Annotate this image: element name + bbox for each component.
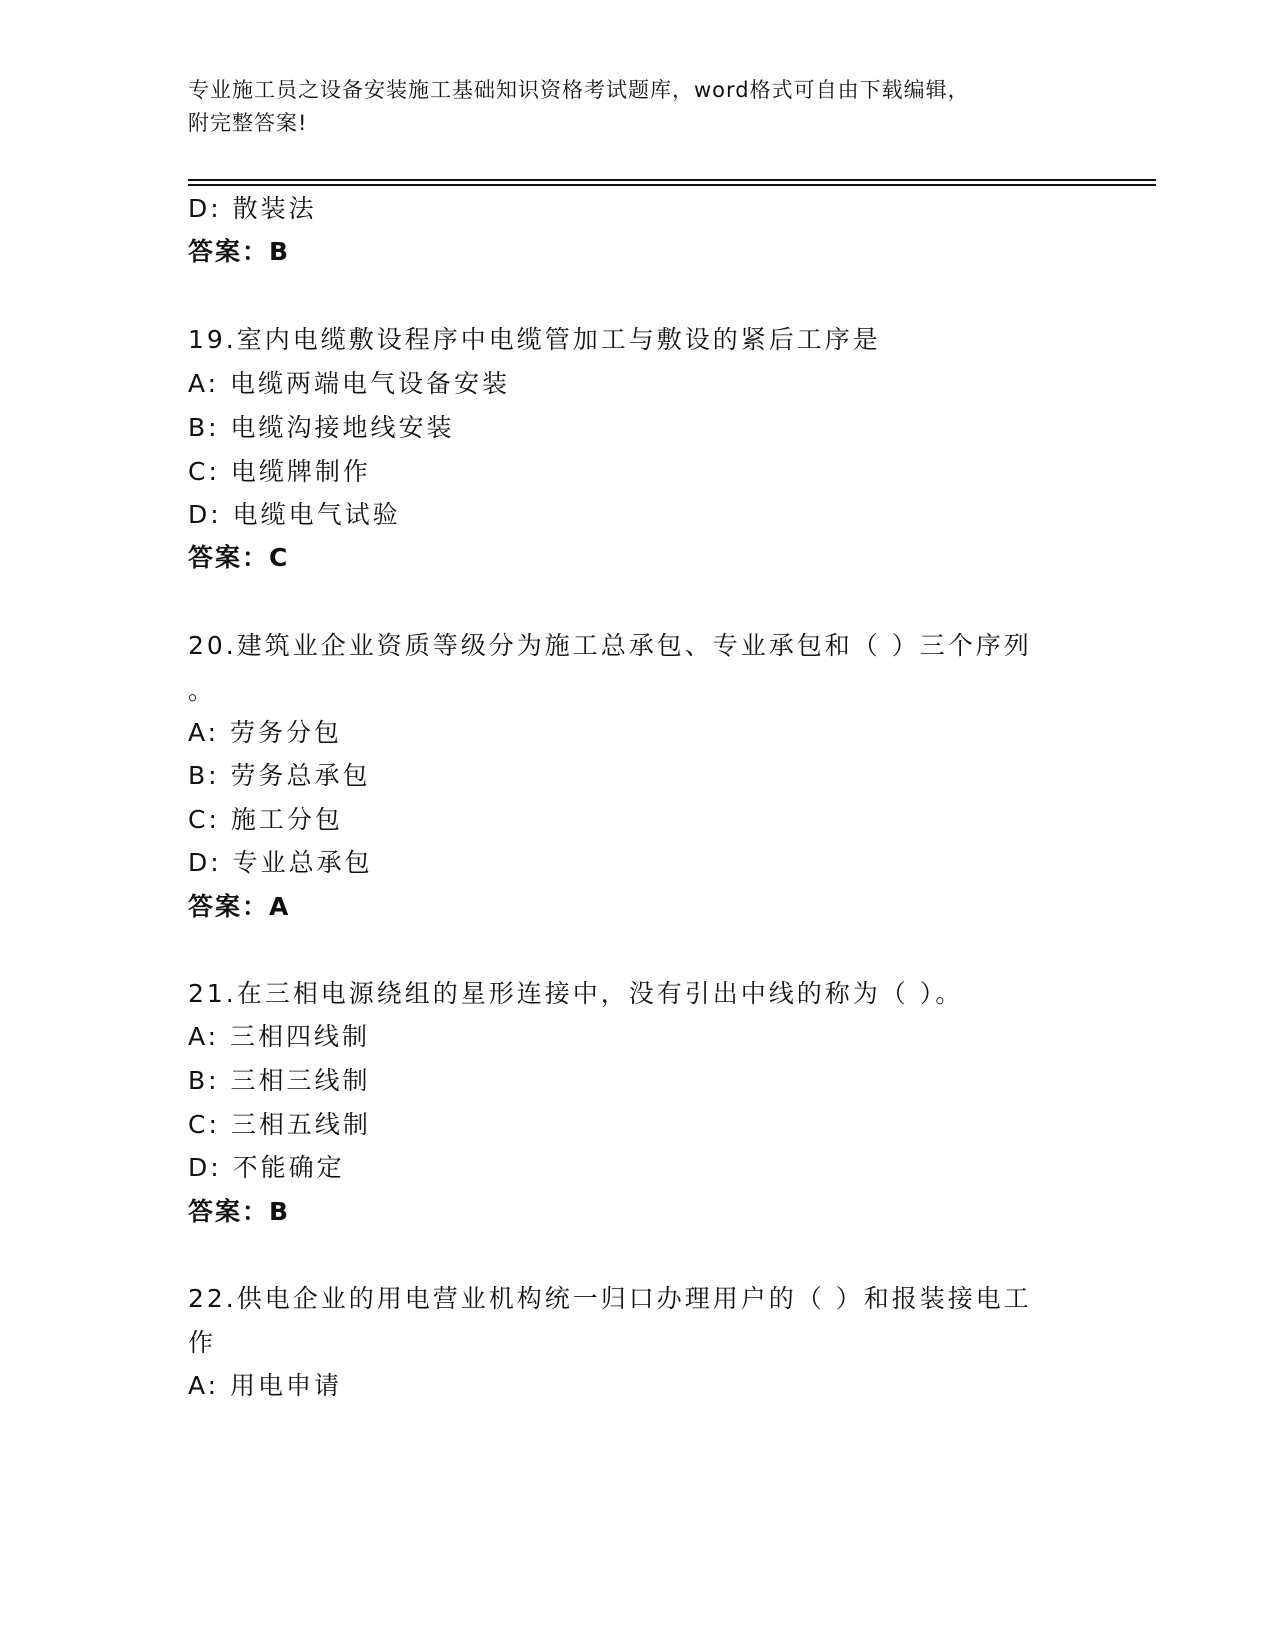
q20-option-a: A: 劳务分包 [188, 718, 343, 747]
q21-stem: 21.在三相电源绕组的星形连接中，没有引出中线的称为（ ）。 [188, 979, 964, 1008]
q20-option-c: C: 施工分包 [188, 805, 343, 834]
q22-stem-continuation: 作 [188, 1328, 217, 1357]
q19-option-a: A: 电缆两端电气设备安装 [188, 369, 511, 398]
q19-option-d: D: 电缆电气试验 [188, 500, 401, 529]
q21-option-b: B: 三相三线制 [188, 1066, 371, 1095]
q22-option-a: A: 用电申请 [188, 1371, 343, 1400]
q21-answer: 答案：B [188, 1197, 291, 1226]
header-line-2: 附完整答案! [188, 111, 308, 135]
header-divider-bottom [188, 184, 1156, 186]
q20-option-d: D: 专业总承包 [188, 848, 373, 877]
q20-answer: 答案：A [188, 892, 291, 921]
q21-option-a: A: 三相四线制 [188, 1022, 371, 1051]
q18-answer: 答案：B [188, 237, 291, 266]
q19-option-b: B: 电缆沟接地线安装 [188, 413, 455, 442]
q19-option-c: C: 电缆牌制作 [188, 457, 371, 486]
q20-option-b: B: 劳务总承包 [188, 761, 371, 790]
q22-stem: 22.供电企业的用电营业机构统一归口办理用户的（ ）和报装接电工 [188, 1284, 1032, 1313]
q20-stem-continuation: 。 [188, 676, 217, 705]
header-divider-top [188, 179, 1156, 181]
q21-option-c: C: 三相五线制 [188, 1110, 371, 1139]
q20-stem: 20.建筑业企业资质等级分为施工总承包、专业承包和（ ）三个序列 [188, 631, 1032, 660]
header-line-1: 专业施工员之设备安装施工基础知识资格考试题库，word格式可自由下载编辑， [188, 78, 970, 102]
q19-answer: 答案：C [188, 543, 290, 572]
q19-stem: 19.室内电缆敷设程序中电缆管加工与敷设的紧后工序是 [188, 325, 881, 354]
q21-option-d: D: 不能确定 [188, 1153, 345, 1182]
q18-option-d: D: 散装法 [188, 194, 317, 223]
document-header [188, 74, 1068, 140]
